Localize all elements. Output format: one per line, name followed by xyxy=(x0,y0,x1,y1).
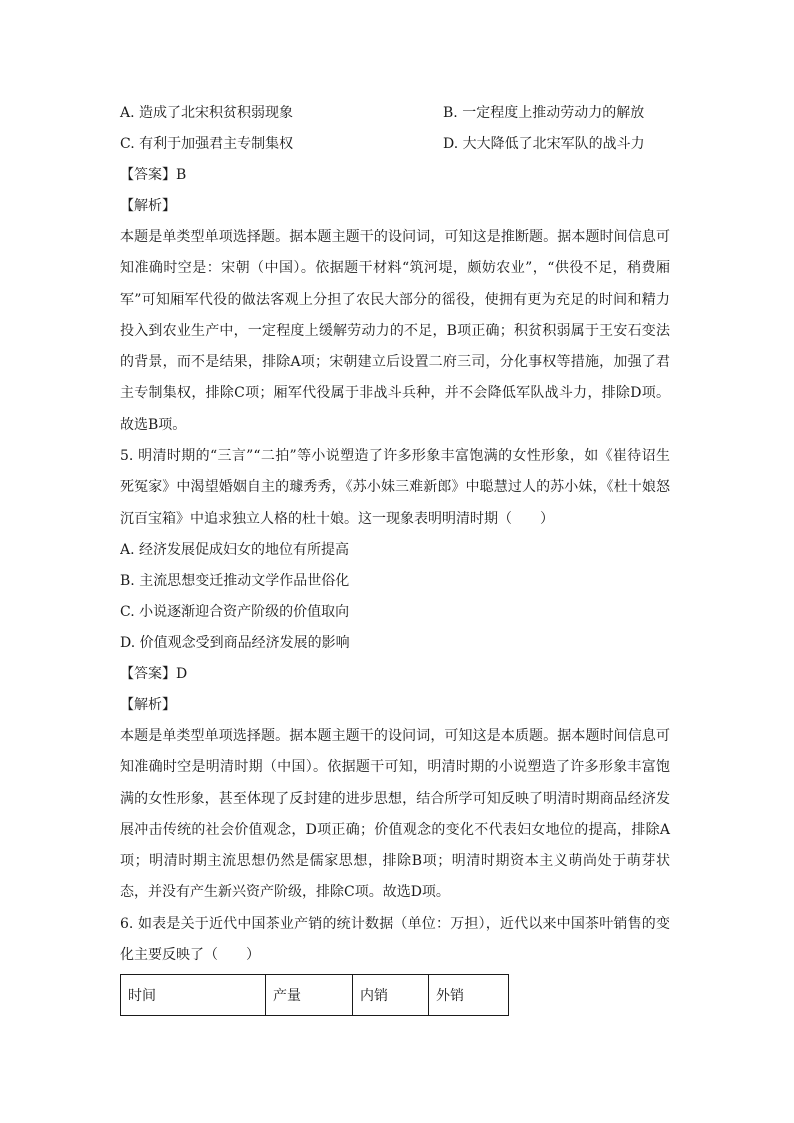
table-header-domestic: 内销 xyxy=(353,975,429,1016)
q4-analysis-text: 本题是单类型单项选择题。据本题主题干的设问词，可知这是推断题。据本题时间信息可知准确时空是：宋朝（中国）。依据题干材料“筑河堤，颇妨农业”，“供役不足，稍费厢军”可知厢军代役的做法客观上分担了农民大部分的徭役，使拥有更为充足的时间和精力投入到农业生产中，一定程度上缓解劳动力的不足，B项正确；积贫积弱属于王安石变法的背景，而不是结果，排除A项；宋朝建立后设置二府三司，分化事权等措施，加强了君主专制集权，排除C项；厢军代役属于非战斗兵种，并不会降低军队战斗力，排除D项。故选B项。 xyxy=(120,229,670,433)
q5-analysis-label: 【解析】 xyxy=(120,696,176,713)
q4-option-d: D. 大大降低了北宋军队的战斗力 xyxy=(443,136,645,152)
tea-statistics-table xyxy=(120,974,509,1016)
document-page xyxy=(120,98,670,1016)
q4-option-c: C. 有利于加强君主专制集权 xyxy=(120,136,294,152)
q5-option-a: A. 经济发展促成妇女的地位有所提高 xyxy=(120,541,350,558)
table-header-export: 外销 xyxy=(429,975,509,1016)
table-header-time: 时间 xyxy=(121,975,266,1016)
q5-option-b: B. 主流思想变迁推动文学作品世俗化 xyxy=(120,572,350,589)
q5-option-c: C. 小说逐渐迎合资产阶级的价值取向 xyxy=(120,603,350,620)
q4-options-row-1 xyxy=(120,98,670,129)
q5-option-d: D. 价值观念受到商品经济发展的影响 xyxy=(120,634,350,651)
q6-stem: 6. 如表是关于近代中国茶业产销的统计数据（单位：万担），近代以来中国茶叶销售的变化主要反映了（ ） xyxy=(120,915,670,964)
q5-analysis-text: 本题是单类型单项选择题。据本题主题干的设问词，可知这是本质题。据本题时间信息可知准确时空是明清时期（中国）。依据题干可知，明清时期的小说塑造了许多形象丰富饱满的女性形象，甚至体现了反封建的进步思想，结合所学可知反映了明清时期商品经济发展冲击传统的社会价值观念，D项正确；价值观念的变化不代表妇女地位的提高，排除A项；明清时期主流思想仍然是儒家思想，排除B项；明清时期资本主义萌尚处于萌芽状态，并没有产生新兴资产阶级，排除C项。故选D项。 xyxy=(120,727,670,901)
table-header-output: 产量 xyxy=(266,975,353,1016)
q4-answer: 【答案】B xyxy=(120,167,187,183)
q5-answer: 【答案】D xyxy=(120,665,188,682)
q4-analysis-label: 【解析】 xyxy=(120,198,176,214)
q4-option-b: B. 一定程度上推动劳动力的解放 xyxy=(443,105,645,121)
q4-option-a: A. 造成了北宋积贫积弱现象 xyxy=(120,105,294,121)
table-header-row xyxy=(121,975,509,1016)
q4-options-row-2 xyxy=(120,129,670,160)
q5-stem: 5. 明清时期的“三言”“二拍”等小说塑造了许多形象丰富饱满的女性形象，如《崔待诏生死冤家》中渴望婚姻自主的璩秀秀，《苏小妹三难新郎》中聪慧过人的苏小妹，《杜十娘怒沉百宝箱》中追求独立人格的杜十娘。这一现象表明明清时期（ ） xyxy=(120,448,670,527)
